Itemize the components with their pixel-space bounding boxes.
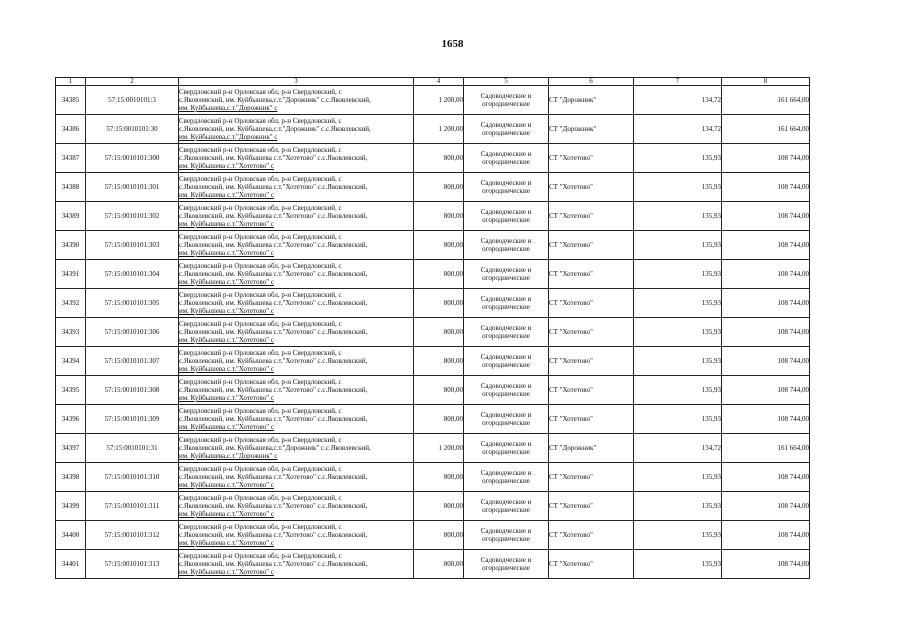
record-number-cell: 34399 [56,492,86,521]
address-line: Свердловский р-н Орловская обл, р-н Свердловский, с [179,146,342,154]
table-row [56,144,810,173]
cadastral-number-cell: 57:15:0010101:302 [86,202,179,231]
category-line: огороднические [482,564,530,572]
area-cell: 800,00 [414,289,464,318]
organization-cell: СТ "Дорожник" [549,115,634,144]
address-line: Свердловский р-н Орловская обл, р-н Свердловский, с [179,407,342,415]
area-cell: 800,00 [414,231,464,260]
address-line: с.Яковлевский, им. Куйбышева с.т."Хотетово" с.с.Яковлевский, [179,415,368,423]
header-cell-8: 8 [722,78,810,86]
area-cell: 800,00 [414,202,464,231]
address-line: им. Куйбышева,с.т."Дорожник" с [179,104,278,112]
area-cell: 800,00 [414,550,464,579]
address-line: Свердловский р-н Орловская обл, р-н Свердловский, с [179,523,342,531]
area-cell: 800,00 [414,492,464,521]
category-line: огороднические [482,535,530,543]
category-line: Садоводческие и [480,237,532,245]
address-line: им. Куйбышева с.т."Хотетово" с [179,365,275,373]
table-row [56,550,810,579]
category-line: Садоводческие и [480,150,532,158]
header-cell-5: 5 [464,78,549,86]
address-cell [179,86,414,115]
record-number-cell: 34396 [56,405,86,434]
area-cell: 800,00 [414,521,464,550]
table-row [56,115,810,144]
cadastral-value-cell: 108 744,00 [722,318,810,347]
address-cell [179,347,414,376]
organization-cell: СТ "Хотетово" [549,521,634,550]
address-line: им. Куйбышева с.т."Хотетово" с [179,220,275,228]
address-line: им. Куйбышева,с.т."Дорожник" с [179,133,278,141]
address-cell [179,231,414,260]
address-line: Свердловский р-н Орловская обл, р-н Свердловский, с [179,320,342,328]
address-cell [179,289,414,318]
address-line: им. Куйбышева с.т."Хотетово" с [179,481,275,489]
category-line: огороднические [482,477,530,485]
category-line: Садоводческие и [480,92,532,100]
cadastral-value-cell: 108 744,00 [722,347,810,376]
area-cell: 800,00 [414,376,464,405]
address-line: Свердловский р-н Орловская обл, р-н Свердловский, с [179,378,342,386]
address-line: Свердловский р-н Орловская обл, р-н Свердловский, с [179,436,342,444]
address-line: с.Яковлевский, им. Куйбышева,с.т."Дорожник" с.с.Яковлевский, [179,125,371,133]
address-line: Свердловский р-н Орловская обл, р-н Свердловский, с [179,117,342,125]
address-cell [179,202,414,231]
cadastral-number-cell: 57:15:0010101:303 [86,231,179,260]
address-line: с.Яковлевский, им. Куйбышева с.т."Хотетово" с.с.Яковлевский, [179,241,368,249]
cadastral-value-cell: 161 664,00 [722,86,810,115]
land-use-category-cell [464,521,549,550]
address-line: с.Яковлевский, им. Куйбышева,с.т."Дорожник" с.с.Яковлевский, [179,96,371,104]
category-line: Садоводческие и [480,440,532,448]
address-line: с.Яковлевский, им. Куйбышева с.т."Хотетово" с.с.Яковлевский, [179,560,368,568]
address-line: им. Куйбышева с.т."Хотетово" с [179,336,275,344]
cadastral-value-cell: 108 744,00 [722,492,810,521]
record-number-cell: 34400 [56,521,86,550]
address-line: Свердловский р-н Орловская обл, р-н Свердловский, с [179,204,342,212]
category-line: огороднические [482,245,530,253]
record-number-cell: 34386 [56,115,86,144]
area-cell: 800,00 [414,347,464,376]
land-use-category-cell [464,550,549,579]
header-cell-4: 4 [414,78,464,86]
header-cell-1: 1 [56,78,86,86]
unit-price-cell: 135,93 [634,202,722,231]
address-line: им. Куйбышева с.т."Хотетово" с [179,510,275,518]
table-row [56,231,810,260]
land-registry-table [55,77,810,579]
address-cell [179,173,414,202]
category-line: огороднические [482,419,530,427]
record-number-cell: 34393 [56,318,86,347]
organization-cell: СТ "Хотетово" [549,144,634,173]
organization-cell: СТ "Хотетово" [549,492,634,521]
cadastral-value-cell: 108 744,00 [722,260,810,289]
unit-price-cell: 135,93 [634,521,722,550]
area-cell: 800,00 [414,405,464,434]
address-line: им. Куйбышева с.т."Хотетово" с [179,249,275,257]
table-row [56,405,810,434]
category-line: Садоводческие и [480,498,532,506]
address-line: Свердловский р-н Орловская обл, р-н Свердловский, с [179,552,342,560]
cadastral-value-cell: 108 744,00 [722,521,810,550]
land-use-category-cell [464,202,549,231]
cadastral-number-cell: 57:15:0010101:3 [86,86,179,115]
category-line: огороднические [482,129,530,137]
area-cell: 800,00 [414,173,464,202]
record-number-cell: 34385 [56,86,86,115]
record-number-cell: 34398 [56,463,86,492]
header-cell-6: 6 [549,78,634,86]
land-use-category-cell [464,463,549,492]
table-row [56,318,810,347]
land-use-category-cell [464,260,549,289]
header-cell-2: 2 [86,78,179,86]
table-row [56,202,810,231]
category-line: Садоводческие и [480,556,532,564]
record-number-cell: 34395 [56,376,86,405]
address-line: с.Яковлевский, им. Куйбышева с.т."Хотетово" с.с.Яковлевский, [179,299,368,307]
category-line: огороднические [482,390,530,398]
table-row [56,86,810,115]
table-header [56,78,810,86]
address-line: с.Яковлевский, им. Куйбышева с.т."Хотетово" с.с.Яковлевский, [179,328,368,336]
cadastral-number-cell: 57:15:0010101:307 [86,347,179,376]
category-line: огороднические [482,506,530,514]
category-line: огороднические [482,158,530,166]
address-line: с.Яковлевский, им. Куйбышева с.т."Хотетово" с.с.Яковлевский, [179,183,368,191]
record-number-cell: 34387 [56,144,86,173]
organization-cell: СТ "Хотетово" [549,318,634,347]
organization-cell: СТ "Хотетово" [549,463,634,492]
category-line: Садоводческие и [480,382,532,390]
area-cell: 800,00 [414,318,464,347]
cadastral-number-cell: 57:15:0010101:300 [86,144,179,173]
unit-price-cell: 135,93 [634,376,722,405]
area-cell: 800,00 [414,144,464,173]
unit-price-cell: 135,93 [634,463,722,492]
cadastral-number-cell: 57:15:0010101:310 [86,463,179,492]
unit-price-cell: 134,72 [634,86,722,115]
unit-price-cell: 135,93 [634,231,722,260]
category-line: Садоводческие и [480,353,532,361]
address-line: с.Яковлевский, им. Куйбышева с.т."Хотетово" с.с.Яковлевский, [179,531,368,539]
cadastral-value-cell: 161 664,00 [722,434,810,463]
organization-cell: СТ "Хотетово" [549,405,634,434]
area-cell: 1 200,00 [414,86,464,115]
category-line: огороднические [482,187,530,195]
cadastral-number-cell: 57:15:0010101:313 [86,550,179,579]
table-row [56,521,810,550]
cadastral-value-cell: 108 744,00 [722,231,810,260]
land-use-category-cell [464,347,549,376]
category-line: огороднические [482,448,530,456]
organization-cell: СТ "Дорожник" [549,86,634,115]
table-body [56,86,810,579]
cadastral-number-cell: 57:15:0010101:309 [86,405,179,434]
category-line: Садоводческие и [480,266,532,274]
category-line: Садоводческие и [480,179,532,187]
cadastral-number-cell: 57:15:0010101:308 [86,376,179,405]
land-use-category-cell [464,434,549,463]
area-cell: 800,00 [414,463,464,492]
address-line: Свердловский р-н Орловская обл, р-н Свердловский, с [179,233,342,241]
address-cell [179,521,414,550]
organization-cell: СТ "Хотетово" [549,347,634,376]
category-line: огороднические [482,332,530,340]
address-line: им. Куйбышева с.т."Хотетово" с [179,394,275,402]
address-line: им. Куйбышева с.т."Хотетово" с [179,307,275,315]
unit-price-cell: 135,93 [634,260,722,289]
cadastral-number-cell: 57:15:0010101:312 [86,521,179,550]
address-line: Свердловский р-н Орловская обл, р-н Свердловский, с [179,349,342,357]
cadastral-value-cell: 108 744,00 [722,289,810,318]
table-row [56,289,810,318]
organization-cell: СТ "Хотетово" [549,260,634,289]
cadastral-number-cell: 57:15:0010101:306 [86,318,179,347]
category-line: огороднические [482,361,530,369]
organization-cell: СТ "Дорожник" [549,434,634,463]
unit-price-cell: 135,93 [634,550,722,579]
record-number-cell: 34388 [56,173,86,202]
land-use-category-cell [464,86,549,115]
land-use-category-cell [464,231,549,260]
address-line: им. Куйбышева с.т."Хотетово" с [179,191,275,199]
address-line: Свердловский р-н Орловская обл, р-н Свердловский, с [179,465,342,473]
land-use-category-cell [464,405,549,434]
category-line: Садоводческие и [480,411,532,419]
address-line: Свердловский р-н Орловская обл, р-н Свердловский, с [179,494,342,502]
address-line: им. Куйбышева с.т."Хотетово" с [179,278,275,286]
cadastral-value-cell: 108 744,00 [722,202,810,231]
address-line: с.Яковлевский, им. Куйбышева с.т."Хотетово" с.с.Яковлевский, [179,154,368,162]
cadastral-number-cell: 57:15:0010101:305 [86,289,179,318]
address-cell [179,115,414,144]
cadastral-number-cell: 57:15:0010101:304 [86,260,179,289]
category-line: огороднические [482,303,530,311]
address-cell [179,144,414,173]
address-line: им. Куйбышева с.т."Хотетово" с [179,162,275,170]
record-number-cell: 34397 [56,434,86,463]
organization-cell: СТ "Хотетово" [549,289,634,318]
address-line: с.Яковлевский, им. Куйбышева с.т."Хотетово" с.с.Яковлевский, [179,386,368,394]
organization-cell: СТ "Хотетово" [549,376,634,405]
record-number-cell: 34394 [56,347,86,376]
address-cell [179,434,414,463]
organization-cell: СТ "Хотетово" [549,231,634,260]
address-cell [179,318,414,347]
category-line: огороднические [482,100,530,108]
address-line: Свердловский р-н Орловская обл, р-н Свердловский, с [179,175,342,183]
record-number-cell: 34401 [56,550,86,579]
table-row [56,492,810,521]
cadastral-value-cell: 108 744,00 [722,144,810,173]
header-row [56,78,810,86]
address-line: с.Яковлевский, им. Куйбышева с.т."Хотетово" с.с.Яковлевский, [179,270,368,278]
cadastral-number-cell: 57:15:0010101:301 [86,173,179,202]
organization-cell: СТ "Хотетово" [549,173,634,202]
address-line: Свердловский р-н Орловская обл, р-н Свердловский, с [179,291,342,299]
table-row [56,376,810,405]
area-cell: 1 200,00 [414,115,464,144]
land-use-category-cell [464,144,549,173]
cadastral-number-cell: 57:15:0010101:30 [86,115,179,144]
land-use-category-cell [464,492,549,521]
unit-price-cell: 135,93 [634,318,722,347]
land-use-category-cell [464,376,549,405]
address-line: Свердловский р-н Орловская обл, р-н Свердловский, с [179,88,342,96]
cadastral-value-cell: 108 744,00 [722,463,810,492]
cadastral-value-cell: 161 664,00 [722,115,810,144]
unit-price-cell: 135,93 [634,289,722,318]
address-line: с.Яковлевский, им. Куйбышева,с.т."Дорожник" с.с.Яковлевский, [179,444,371,452]
unit-price-cell: 135,93 [634,173,722,202]
address-line: им. Куйбышева с.т."Хотетово" с [179,539,275,547]
category-line: Садоводческие и [480,469,532,477]
address-cell [179,376,414,405]
address-line: с.Яковлевский, им. Куйбышева с.т."Хотетово" с.с.Яковлевский, [179,473,368,481]
address-cell [179,550,414,579]
table-row [56,434,810,463]
category-line: Садоводческие и [480,208,532,216]
cadastral-value-cell: 108 744,00 [722,173,810,202]
record-number-cell: 34390 [56,231,86,260]
address-line: им. Куйбышева с.т."Хотетово" с [179,423,275,431]
land-use-category-cell [464,318,549,347]
address-cell [179,260,414,289]
land-use-category-cell [464,289,549,318]
record-number-cell: 34391 [56,260,86,289]
address-line: им. Куйбышева,с.т."Дорожник" с [179,452,278,460]
address-line: с.Яковлевский, им. Куйбышева с.т."Хотетово" с.с.Яковлевский, [179,357,368,365]
table-row [56,463,810,492]
cadastral-number-cell: 57:15:0010101:311 [86,492,179,521]
record-number-cell: 34389 [56,202,86,231]
address-line: им. Куйбышева с.т."Хотетово" с [179,568,275,576]
address-cell [179,492,414,521]
organization-cell: СТ "Хотетово" [549,202,634,231]
unit-price-cell: 135,93 [634,405,722,434]
cadastral-value-cell: 108 744,00 [722,550,810,579]
header-cell-7: 7 [634,78,722,86]
unit-price-cell: 134,72 [634,434,722,463]
category-line: огороднические [482,216,530,224]
unit-price-cell: 135,93 [634,144,722,173]
address-line: Свердловский р-н Орловская обл, р-н Свердловский, с [179,262,342,270]
land-use-category-cell [464,173,549,202]
category-line: огороднические [482,274,530,282]
header-cell-3: 3 [179,78,414,86]
table-row [56,173,810,202]
cadastral-number-cell: 57:15:0010101:31 [86,434,179,463]
address-line: с.Яковлевский, им. Куйбышева с.т."Хотетово" с.с.Яковлевский, [179,212,368,220]
cadastral-value-cell: 108 744,00 [722,405,810,434]
category-line: Садоводческие и [480,527,532,535]
unit-price-cell: 135,93 [634,347,722,376]
unit-price-cell: 135,93 [634,492,722,521]
cadastral-value-cell: 108 744,00 [722,376,810,405]
unit-price-cell: 134,72 [634,115,722,144]
page-number: 1658 [441,38,464,50]
category-line: Садоводческие и [480,295,532,303]
address-cell [179,463,414,492]
category-line: Садоводческие и [480,121,532,129]
table-row [56,347,810,376]
land-use-category-cell [464,115,549,144]
record-number-cell: 34392 [56,289,86,318]
table-row [56,260,810,289]
address-cell [179,405,414,434]
area-cell: 1 200,00 [414,434,464,463]
address-line: с.Яковлевский, им. Куйбышева с.т."Хотетово" с.с.Яковлевский, [179,502,368,510]
category-line: Садоводческие и [480,324,532,332]
area-cell: 800,00 [414,260,464,289]
organization-cell: СТ "Хотетово" [549,550,634,579]
